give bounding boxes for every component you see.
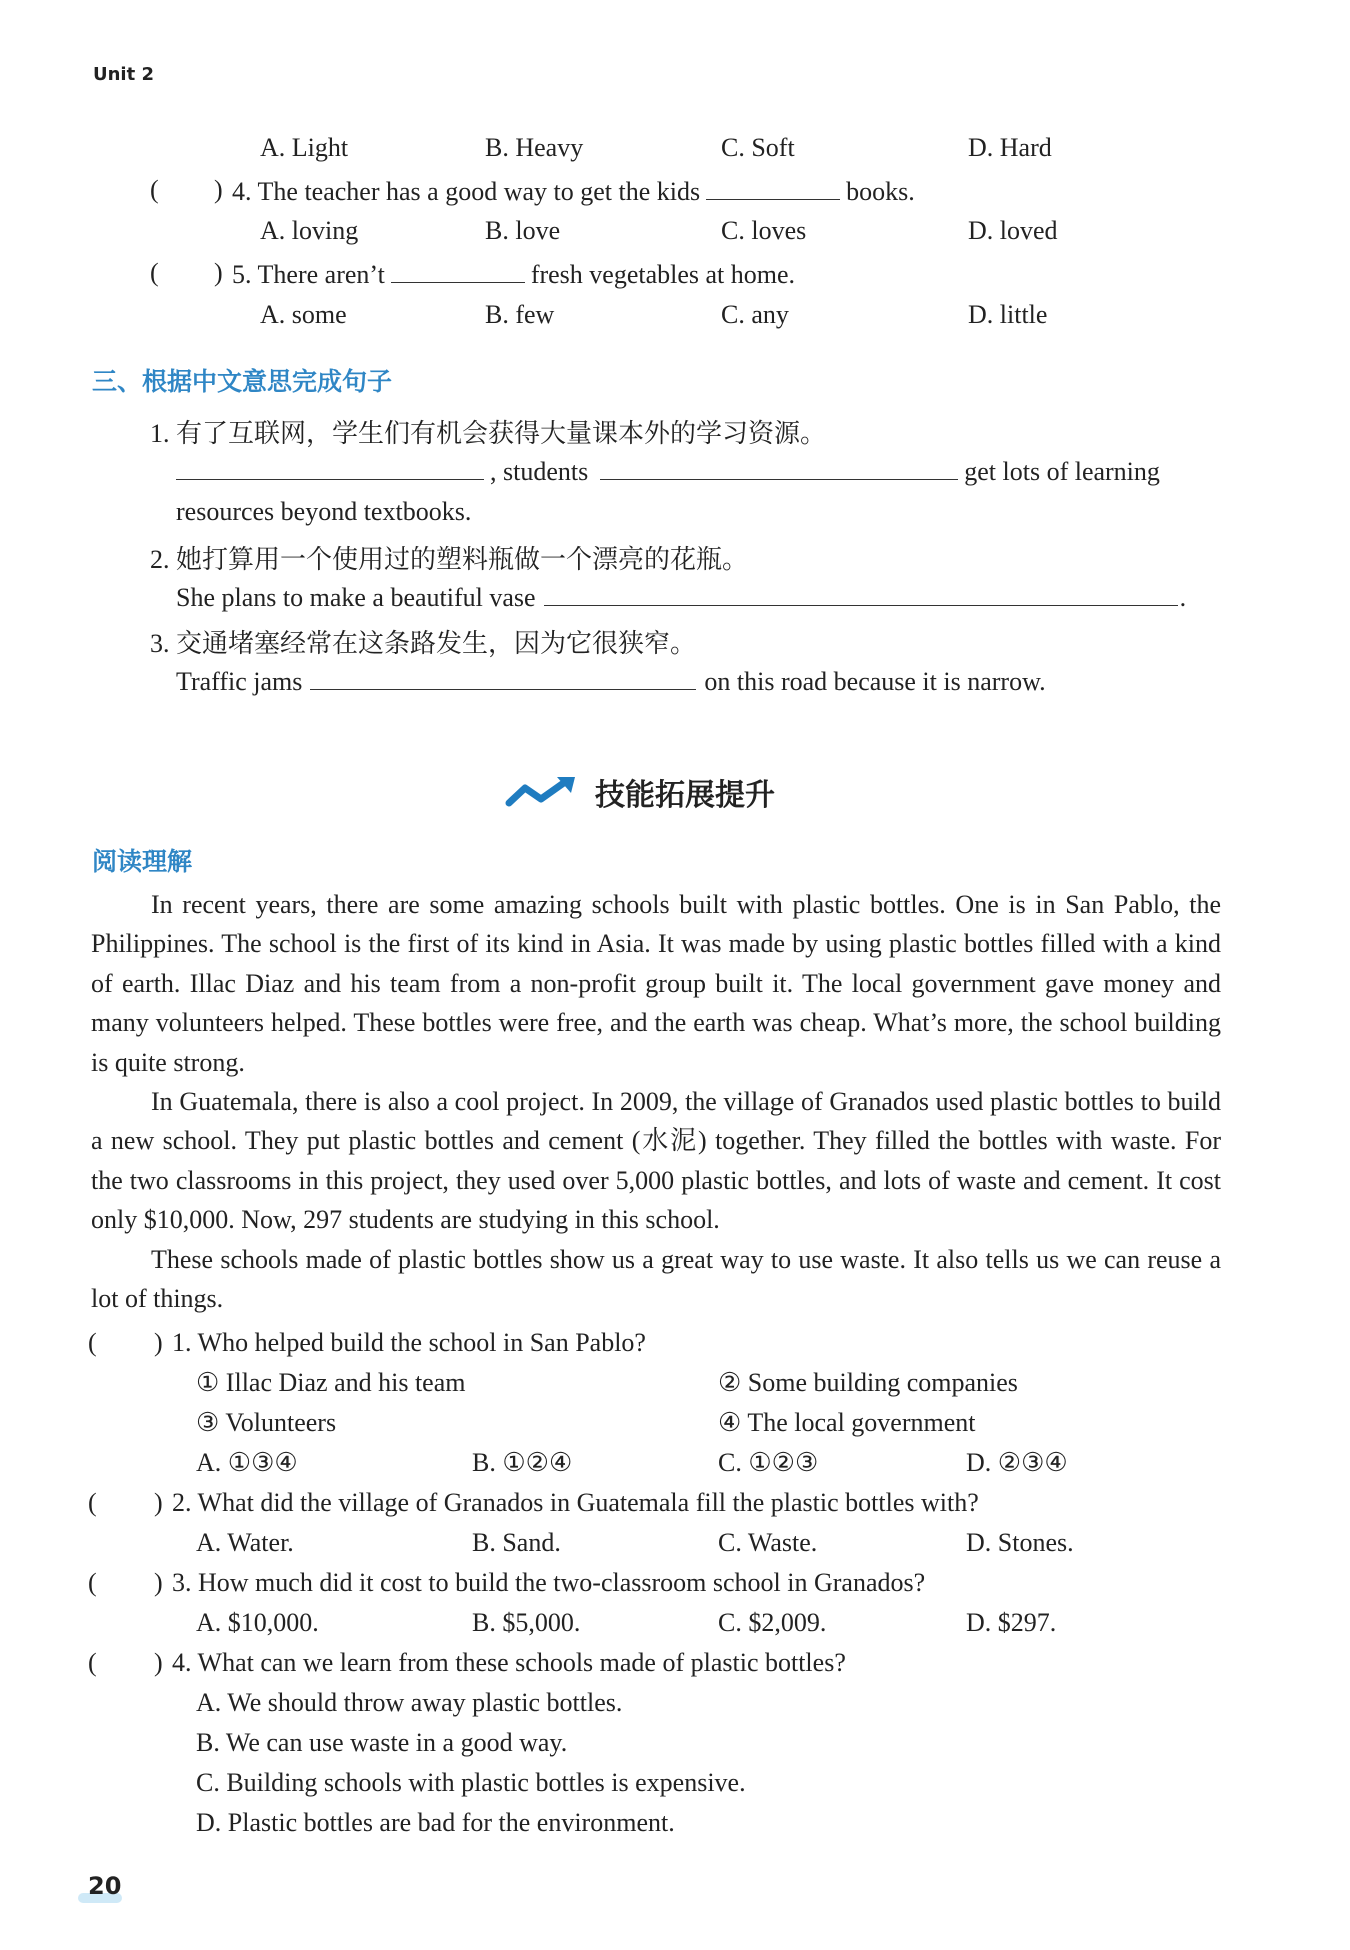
- option: D. Stones.: [966, 1528, 1074, 1557]
- sentence-text: Traffic jams: [176, 667, 303, 696]
- option: A. loving: [260, 216, 359, 245]
- english-sentence: [176, 455, 1160, 487]
- choice: ③ Volunteers: [196, 1408, 337, 1437]
- paragraph-text: These schools made of plastic bottles show us a great way to use waste. It also tells us we can reuse a lot of things.: [91, 1245, 1221, 1314]
- option: B. $5,000.: [472, 1608, 581, 1637]
- answer-paren-close: ): [214, 258, 223, 287]
- reading-paragraph-3: [91, 1240, 1221, 1319]
- trend-arrow-icon: [505, 775, 577, 809]
- option: D. ②③④: [966, 1448, 1068, 1477]
- answer-blank[interactable]: [706, 175, 840, 200]
- section-title: 技能拓展提升: [595, 778, 775, 813]
- sentence-text: She plans to make a beautiful vase: [176, 583, 536, 612]
- option: C. ①②③: [718, 1448, 819, 1477]
- page-number: 20: [88, 1872, 122, 1900]
- question-stem: 3. How much did it cost to build the two-classroom school in Granados?: [172, 1568, 926, 1597]
- answer-paren-close: ): [154, 1488, 163, 1517]
- option: C. $2,009.: [718, 1608, 827, 1637]
- answer-paren-open: (: [88, 1648, 97, 1677]
- stem-text: 5. There aren’t: [232, 260, 385, 289]
- answer-blank[interactable]: [176, 455, 484, 480]
- answer-paren-open: (: [88, 1328, 97, 1357]
- option: B. We can use waste in a good way.: [196, 1728, 568, 1757]
- option: A. We should throw away plastic bottles.: [196, 1688, 623, 1717]
- answer-paren-close: ): [154, 1568, 163, 1597]
- option: C. Building schools with plastic bottles is expensive.: [196, 1768, 746, 1797]
- sentence-text: get lots of learning: [964, 457, 1160, 486]
- sentence-text: on this road because it is narrow.: [704, 667, 1046, 696]
- answer-paren-open: (: [150, 258, 159, 287]
- choice: ① Illac Diaz and his team: [196, 1368, 466, 1397]
- reading-title: 阅读理解: [92, 847, 193, 876]
- option: A. Water.: [196, 1528, 294, 1557]
- stem-text: fresh vegetables at home.: [530, 260, 796, 289]
- answer-paren-open: (: [150, 175, 159, 204]
- answer-paren-open: (: [88, 1488, 97, 1517]
- answer-paren-close: ): [154, 1648, 163, 1677]
- option: B. Sand.: [472, 1528, 561, 1557]
- question-stem: 1. Who helped build the school in San Pablo?: [172, 1328, 646, 1357]
- option: C. any: [721, 300, 789, 329]
- option: D. Plastic bottles are bad for the environment.: [196, 1808, 675, 1837]
- option: B. Heavy: [485, 133, 584, 162]
- choice: ④ The local government: [718, 1408, 976, 1437]
- reading-paragraph-2: [91, 1082, 1221, 1240]
- sentence-text: , students: [490, 457, 589, 486]
- reading-paragraph-1: [91, 885, 1221, 1082]
- question-stem: [232, 258, 795, 290]
- answer-blank[interactable]: [310, 665, 696, 690]
- question-stem: [232, 175, 915, 207]
- option: D. $297.: [966, 1608, 1057, 1637]
- option: D. Hard: [968, 133, 1052, 162]
- english-sentence: [176, 581, 1186, 613]
- question-stem: 4. What can we learn from these schools made of plastic bottles?: [172, 1648, 846, 1677]
- sentence-text: .: [1179, 583, 1187, 612]
- answer-blank[interactable]: [391, 258, 525, 283]
- section-heading: [505, 770, 775, 814]
- option: D. loved: [968, 216, 1058, 245]
- chinese-prompt: 3. 交通堵塞经常在这条路发生，因为它很狭窄。: [150, 629, 697, 658]
- chinese-prompt: 1. 有了互联网，学生们有机会获得大量课本外的学习资源。: [150, 419, 827, 448]
- paragraph-text: In recent years, there are some amazing schools built with plastic bottles. One is in San Pablo, the Philippines. The school is the first of its kind in Asia. It was made by using plastic bottles filled with a kind of earth. Illac Diaz and his team from a non-profit group built it. The local government gave money and many volunteers helped. These bottles were free, and the earth was cheap. What’s more, the school building is quite strong.: [91, 890, 1221, 1077]
- stem-text: books.: [846, 177, 915, 206]
- stem-text: 4. The teacher has a good way to get the kids: [232, 177, 701, 206]
- chinese-prompt: 2. 她打算用一个使用过的塑料瓶做一个漂亮的花瓶。: [150, 545, 749, 574]
- option: A. Light: [260, 133, 349, 162]
- option: A. ①③④: [196, 1448, 298, 1477]
- paragraph-text: In Guatemala, there is also a cool project. In 2009, the village of Granados used plastic bottles to build a new school. They put plastic bottles and cement (水泥) together. They filled the bottles with waste. For the two classrooms in this project, they used over 5,000 plastic bottles, and lots of waste and cement. It cost only $10,000. Now, 297 students are studying in this school.: [91, 1087, 1221, 1235]
- answer-paren-open: (: [88, 1568, 97, 1597]
- answer-blank[interactable]: [544, 581, 1178, 606]
- option: A. $10,000.: [196, 1608, 319, 1637]
- choice: ② Some building companies: [718, 1368, 1018, 1397]
- option: B. few: [485, 300, 555, 329]
- option: A. some: [260, 300, 347, 329]
- option: C. Soft: [721, 133, 795, 162]
- english-sentence: [176, 665, 1046, 697]
- option: B. love: [485, 216, 561, 245]
- option: C. loves: [721, 216, 807, 245]
- unit-label: Unit 2: [93, 64, 154, 85]
- question-stem: 2. What did the village of Granados in Guatemala fill the plastic bottles with?: [172, 1488, 979, 1517]
- part3-title: 三、根据中文意思完成句子: [92, 367, 393, 396]
- option: B. ①②④: [472, 1448, 573, 1477]
- option: C. Waste.: [718, 1528, 818, 1557]
- english-sentence-cont: resources beyond textbooks.: [176, 497, 472, 526]
- option: D. little: [968, 300, 1048, 329]
- answer-blank[interactable]: [600, 455, 958, 480]
- answer-paren-close: ): [214, 175, 223, 204]
- answer-paren-close: ): [154, 1328, 163, 1357]
